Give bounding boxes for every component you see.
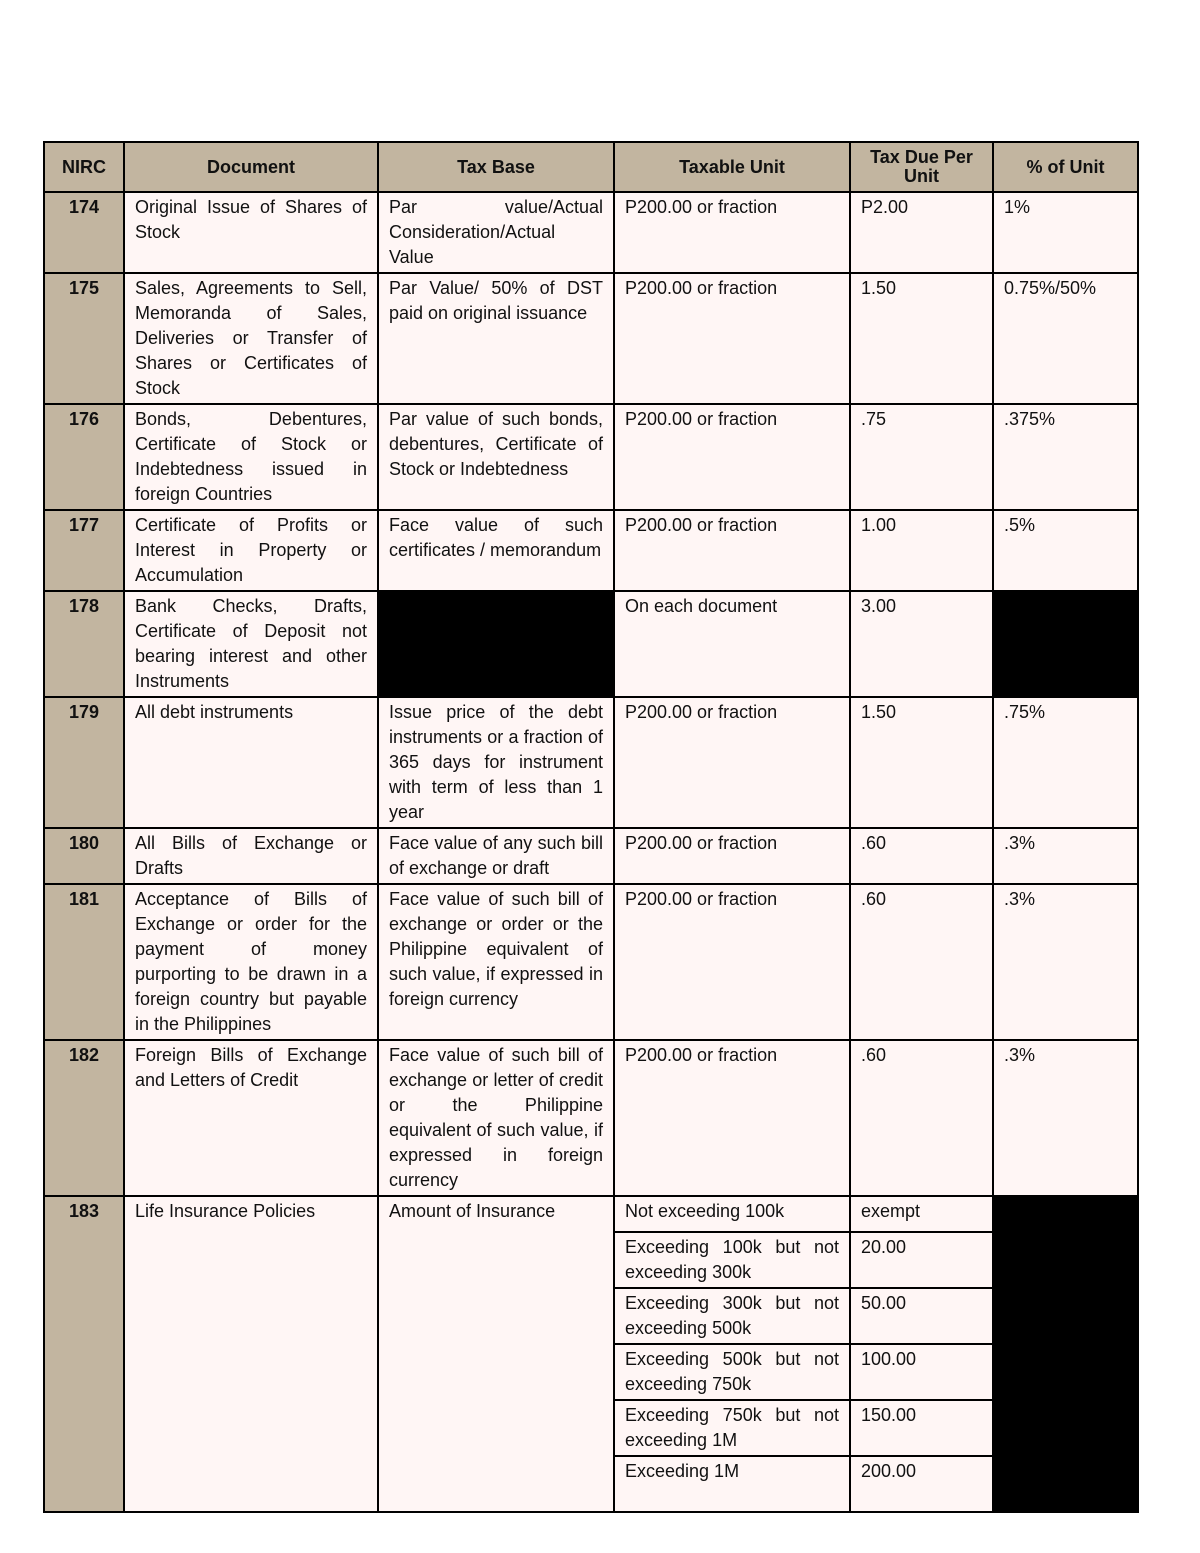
tax-due-cell: exempt: [850, 1196, 993, 1232]
header-nirc: NIRC: [44, 142, 124, 192]
header-tax-base: Tax Base: [378, 142, 614, 192]
tax-due-cell: 1.00: [850, 510, 993, 591]
header-pct-unit: % of Unit: [993, 142, 1138, 192]
taxable-unit-cell: P200.00 or fraction: [614, 404, 850, 510]
tax-due-cell: 20.00: [850, 1232, 993, 1288]
header-row: [44, 142, 1138, 192]
taxable-unit-cell: Exceeding 500k but not exceeding 750k: [614, 1344, 850, 1400]
document-cell: Foreign Bills of Exchange and Letters of Credit: [124, 1040, 378, 1196]
pct-unit-cell: .3%: [993, 828, 1138, 884]
table-row: [44, 1040, 1138, 1196]
pct-unit-cell: .75%: [993, 697, 1138, 828]
nirc-cell: 179: [44, 697, 124, 828]
tax-base-cell-blacked: [378, 591, 614, 697]
document-cell: Original Issue of Shares of Stock: [124, 192, 378, 273]
nirc-cell: 178: [44, 591, 124, 697]
taxable-unit-cell: Exceeding 750k but not exceeding 1M: [614, 1400, 850, 1456]
tax-due-cell: .60: [850, 828, 993, 884]
taxable-unit-cell: P200.00 or fraction: [614, 192, 850, 273]
tax-due-cell: 200.00: [850, 1456, 993, 1512]
tax-due-cell: 150.00: [850, 1400, 993, 1456]
header-tax-due: Tax Due Per Unit: [850, 142, 993, 192]
tax-due-cell: P2.00: [850, 192, 993, 273]
tax-base-cell: Face value of such bill of exchange or letter of credit or the Philippine equivalent of such value, if expressed in foreign currency: [378, 1040, 614, 1196]
nirc-cell: 177: [44, 510, 124, 591]
nirc-cell: 180: [44, 828, 124, 884]
table-row: [44, 192, 1138, 273]
tax-due-cell: 100.00: [850, 1344, 993, 1400]
header-taxable-unit: Taxable Unit: [614, 142, 850, 192]
table-row: [44, 404, 1138, 510]
table-row: [44, 591, 1138, 697]
taxable-unit-cell: On each document: [614, 591, 850, 697]
table-row: [44, 1196, 1138, 1232]
tax-base-cell: Face value of such bill of exchange or order or the Philippine equivalent of such value, if expressed in foreign currency: [378, 884, 614, 1040]
document-cell: Bank Checks, Drafts, Certificate of Deposit not bearing interest and other Instruments: [124, 591, 378, 697]
document-cell: All debt instruments: [124, 697, 378, 828]
nirc-cell: 183: [44, 1196, 124, 1512]
taxable-unit-cell: Not exceeding 100k: [614, 1196, 850, 1232]
tax-base-cell: Par Value/ 50% of DST paid on original issuance: [378, 273, 614, 404]
document-cell: Sales, Agreements to Sell, Memoranda of Sales, Deliveries or Transfer of Shares or Certificates of Stock: [124, 273, 378, 404]
table-row: [44, 884, 1138, 1040]
tax-base-cell: Amount of Insurance: [378, 1196, 614, 1512]
taxable-unit-cell: P200.00 or fraction: [614, 697, 850, 828]
tax-due-cell: 50.00: [850, 1288, 993, 1344]
table-row: [44, 273, 1138, 404]
dst-rates-table: [43, 141, 1139, 1513]
tax-due-cell: .60: [850, 884, 993, 1040]
pct-unit-cell: 0.75%/50%: [993, 273, 1138, 404]
tax-due-cell: .75: [850, 404, 993, 510]
tax-base-cell: Par value of such bonds, debentures, Certificate of Stock or Indebtedness: [378, 404, 614, 510]
document-cell: Life Insurance Policies: [124, 1196, 378, 1512]
taxable-unit-cell: P200.00 or fraction: [614, 884, 850, 1040]
nirc-cell: 175: [44, 273, 124, 404]
tax-base-cell: Face value of any such bill of exchange or draft: [378, 828, 614, 884]
pct-unit-cell: .3%: [993, 884, 1138, 1040]
document-cell: Bonds, Debentures, Certificate of Stock or Indebtedness issued in foreign Countries: [124, 404, 378, 510]
tax-base-cell: Face value of such certificates / memorandum: [378, 510, 614, 591]
table-row: [44, 697, 1138, 828]
taxable-unit-cell: Exceeding 100k but not exceeding 300k: [614, 1232, 850, 1288]
taxable-unit-cell: Exceeding 300k but not exceeding 500k: [614, 1288, 850, 1344]
pct-unit-cell: 1%: [993, 192, 1138, 273]
pct-unit-cell-blacked: [993, 1196, 1138, 1512]
table-row: [44, 828, 1138, 884]
document-cell: Acceptance of Bills of Exchange or order for the payment of money purporting to be drawn in a foreign country but payable in the Philippines: [124, 884, 378, 1040]
header-document: Document: [124, 142, 378, 192]
document-cell: Certificate of Profits or Interest in Property or Accumulation: [124, 510, 378, 591]
taxable-unit-cell: P200.00 or fraction: [614, 510, 850, 591]
pct-unit-cell: .3%: [993, 1040, 1138, 1196]
nirc-cell: 176: [44, 404, 124, 510]
table-row: [44, 510, 1138, 591]
pct-unit-cell-blacked: [993, 591, 1138, 697]
nirc-cell: 174: [44, 192, 124, 273]
tax-base-cell: Par value/Actual Consideration/Actual Value: [378, 192, 614, 273]
document-cell: All Bills of Exchange or Drafts: [124, 828, 378, 884]
taxable-unit-cell: P200.00 or fraction: [614, 273, 850, 404]
tax-due-cell: 3.00: [850, 591, 993, 697]
pct-unit-cell: .375%: [993, 404, 1138, 510]
tax-due-cell: .60: [850, 1040, 993, 1196]
pct-unit-cell: .5%: [993, 510, 1138, 591]
taxable-unit-cell: Exceeding 1M: [614, 1456, 850, 1512]
nirc-cell: 182: [44, 1040, 124, 1196]
tax-base-cell: Issue price of the debt instruments or a fraction of 365 days for instrument with term of less than 1 year: [378, 697, 614, 828]
tax-due-cell: 1.50: [850, 273, 993, 404]
nirc-cell: 181: [44, 884, 124, 1040]
tax-due-cell: 1.50: [850, 697, 993, 828]
taxable-unit-cell: P200.00 or fraction: [614, 828, 850, 884]
taxable-unit-cell: P200.00 or fraction: [614, 1040, 850, 1196]
